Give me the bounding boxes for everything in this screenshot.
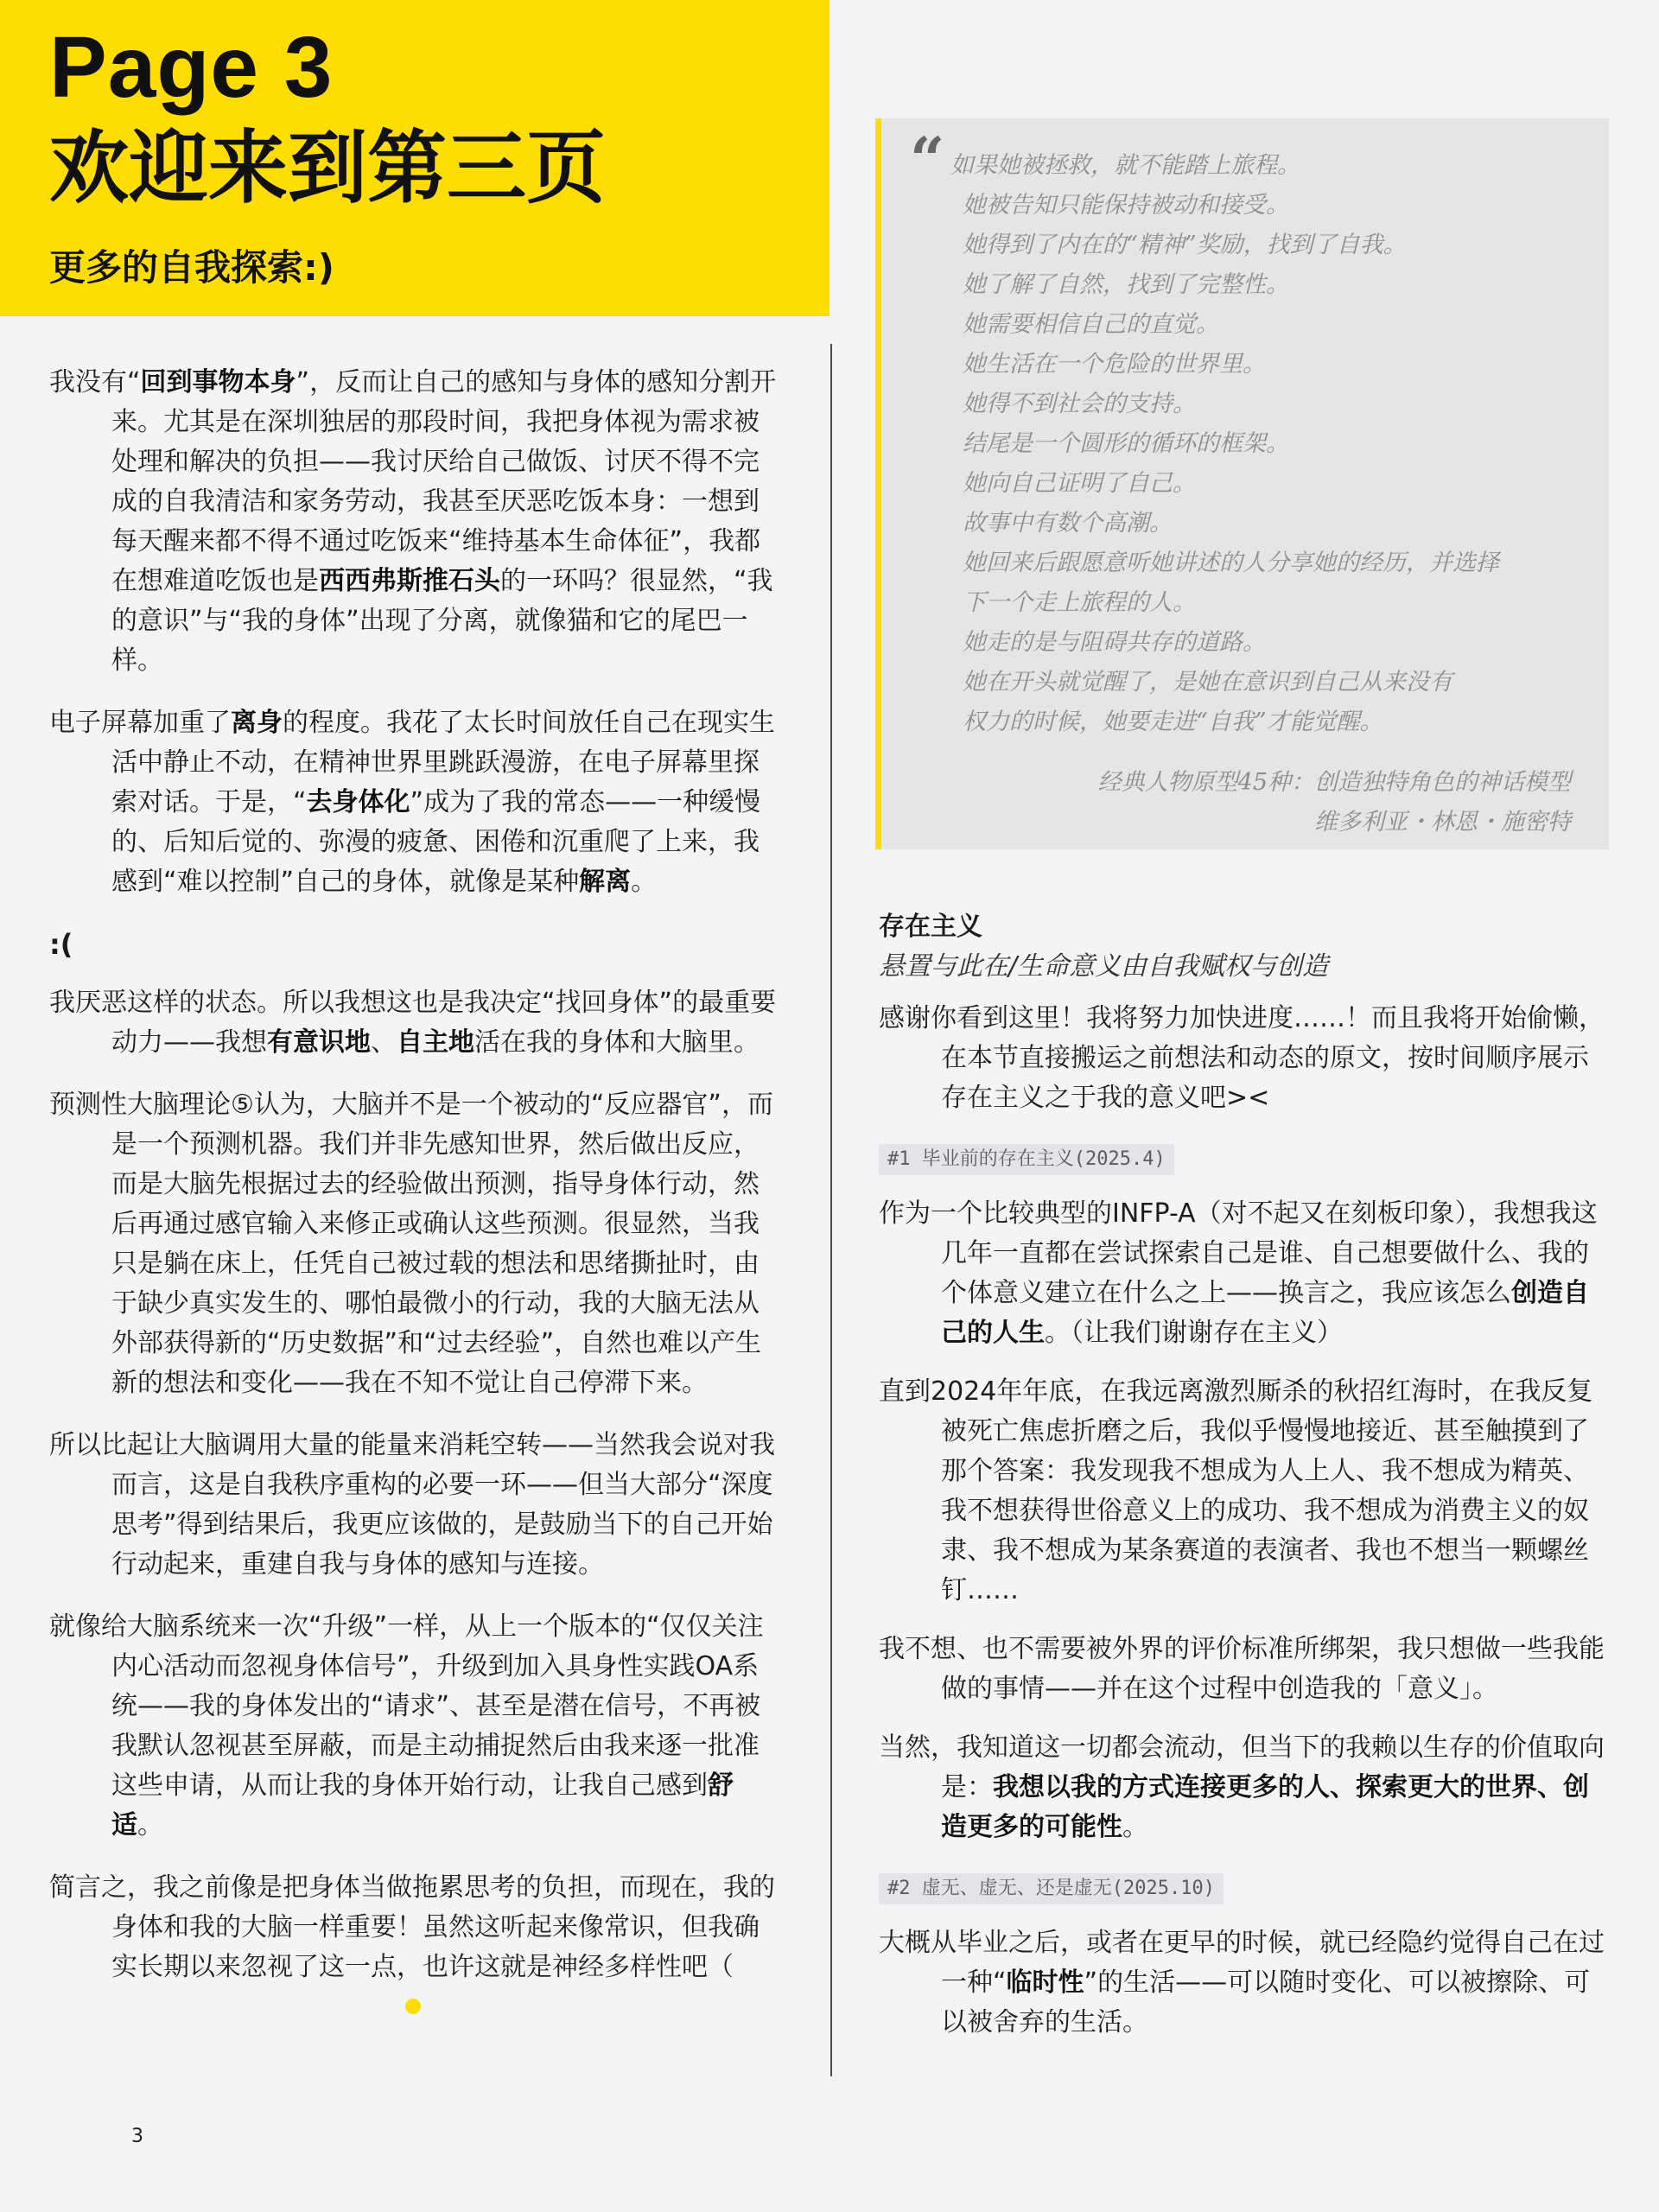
bold-text: 去身体化 <box>306 787 410 817</box>
bold-text: 创造自己的人生 <box>941 1278 1589 1348</box>
quote-line: 她回来后跟愿意听她讲述的人分享她的经历，并选择 <box>963 550 1499 576</box>
quote-line: 如果她被拯救，就不能踏上旅程。 <box>950 152 1300 179</box>
quote-line: 权力的时候，她要走进“自我”才能觉醒。 <box>963 709 1383 735</box>
quote-line: 故事中有数个高潮。 <box>963 510 1173 537</box>
bold-text: 舒适 <box>111 1770 734 1840</box>
right-column <box>879 907 1609 2062</box>
quote-line: 她被告知只能保持被动和接受。 <box>963 192 1289 219</box>
paragraph: 大概从毕业之后，或者在更早的时候，就已经隐约觉得自己在过一种“临时性”的生活——可以随时变化、可以被擦除、可以被舍弃的生活。 <box>879 1928 1605 2037</box>
page-title: 欢迎来到第三页 <box>49 122 607 214</box>
left-column <box>49 363 779 2010</box>
bold-text: 临时性 <box>1006 1967 1084 1998</box>
paragraph: 电子屏幕加重了离身的程度。我花了太长时间放任自己在现实生活中静止不动，在精神世界里跳跃漫游，在电子屏幕里探索对话。于是，“去身体化”成为了我的常态——一种缓慢的、后知后觉的、弥漫的疲惫、困倦和沉重爬了上来，我感到“难以控制”自己的身体，就像是某种解离。 <box>49 708 775 897</box>
quote-line: 她了解了自然，找到了完整性。 <box>963 271 1289 298</box>
page-number: 3 <box>131 2126 143 2147</box>
bold-text: 西西弗斯推石头 <box>319 566 500 596</box>
quote-line: 她向自己证明了自己。 <box>963 470 1196 497</box>
page-subtitle: 更多的自我探索:) <box>49 246 334 289</box>
entry-tag: #2 虚无、虚无、还是虚无(2025.10) <box>879 1873 1224 1904</box>
paragraph: 预测性大脑理论⑤认为，大脑并不是一个被动的“反应器官”，而是一个预测机器。我们并非先感知世界，然后做出反应，而是大脑先根据过去的经验做出预测，指导身体行动，然后再通过感官输入来修正或确认这些预测。很显然，当我只是躺在床上，任凭自己被过载的想法和思绪撕扯时，由于缺少真实发生的、哪怕最微小的行动，我的大脑无法从外部获得新的“历史数据”和“过去经验”，自然也难以产生新的想法和变化——我在不知不觉让自己停滞下来。 <box>49 1090 773 1398</box>
paragraph: 简言之，我之前像是把身体当做拖累思考的负担，而现在，我的身体和我的大脑一样重要！虽然这听起来像常识，但我确实长期以来忽视了这一点，也许这就是神经多样性吧（ <box>49 1872 775 1982</box>
quote-source <box>1098 763 1571 842</box>
section-title: 存在主义 <box>879 912 982 942</box>
quote-mark-icon: “ <box>910 124 945 195</box>
bold-text: 离身 <box>231 708 283 738</box>
page-label: Page 3 <box>49 19 334 116</box>
paragraph: 所以比起让大脑调用大量的能量来消耗空转——当然我会说对我而言，这是自我秩序重构的必要一环——但当大部分“深度思考”得到结果后，我更应该做的，是鼓励当下的自己开始行动起来，重建自我与身体的感知与连接。 <box>49 1430 775 1580</box>
bold-text: 回到事物本身 <box>140 367 296 397</box>
paragraph: 就像给大脑系统来一次“升级”一样，从上一个版本的“仅仅关注内心活动而忽视身体信号”，升级到加入具身性实践OA系统——我的身体发出的“请求”、甚至是潜在信号，不再被我默认忽视甚至屏蔽，而是主动捕捉然后由我来逐一批准这些申请，从而让我的身体开始行动，让我自己感到舒适。 <box>49 1611 764 1840</box>
quote-line: 她得不到社会的支持。 <box>963 391 1196 417</box>
paragraph: 我不想、也不需要被外界的评价标准所绑架，我只想做一些我能做的事情——并在这个过程中创造我的「意义」。 <box>879 1634 1605 1704</box>
paragraph: 我厌恶这样的状态。所以我想这也是我决定“找回身体”的最重要动力——我想有意识地、自主地活在我的身体和大脑里。 <box>49 988 777 1058</box>
decorative-dot <box>405 1999 421 2014</box>
header-banner <box>0 0 830 316</box>
quote-lines <box>950 146 1574 742</box>
blockquote <box>875 118 1609 849</box>
quote-line: 她走的是与阻碍共存的道路。 <box>963 629 1266 656</box>
quote-line: 她生活在一个危险的世界里。 <box>963 351 1266 378</box>
paragraph: 感谢你看到这里！我将努力加快进度……！而且我将开始偷懒，在本节直接搬运之前想法和动态的原文，按时间顺序展示存在主义之于我的意义吧>< <box>879 1003 1605 1113</box>
sad-face-text: :( <box>49 928 73 961</box>
section-subtitle: 悬置与此在/生命意义由自我赋权与创造 <box>879 951 1329 982</box>
quote-line: 结尾是一个圆形的循环的框架。 <box>963 430 1289 457</box>
quote-line: 她在开头就觉醒了，是她在意识到自己从来没有 <box>963 669 1452 696</box>
quote-source-author: 维多利亚・林恩・施密特 <box>1314 809 1571 836</box>
bold-text: 有意识地 <box>267 1027 371 1058</box>
bold-text: 自主地 <box>397 1027 474 1058</box>
paragraph: 直到2024年年底，在我远离激烈厮杀的秋招红海时，在我反复被死亡焦虑折磨之后，我似乎慢慢地接近、甚至触摸到了那个答案：我发现我不想成为人上人、我不想成为精英、我不想获得世俗意义上的成功、我不想成为消费主义的奴隶、我不想成为某条赛道的表演者、我也不想当一颗螺丝钉…… <box>879 1376 1593 1605</box>
paragraph: 我没有“回到事物本身”，反而让自己的感知与身体的感知分割开来。尤其是在深圳独居的那段时间，我把身体视为需求被处理和解决的负担——我讨厌给自己做饭、讨厌不得不完成的自我清洁和家务劳动，我甚至厌恶吃饭本身：一想到每天醒来都不得不通过吃饭来“维持基本生命体征”，我都在想难道吃饭也是西西弗斯推石头的一环吗？很显然，“我的意识”与“我的身体”出现了分离，就像猫和它的尾巴一样。 <box>49 367 777 676</box>
bold-text: 解离 <box>579 867 632 897</box>
paragraph: 作为一个比较典型的INFP-A（对不起又在刻板印象），我想我这几年一直都在尝试探索自己是谁、自己想要做什么、我的个体意义建立在什么之上——换言之，我应该怎么创造自己的人生。（让我们谢谢存在主义） <box>879 1198 1598 1348</box>
quote-source-title: 经典人物原型45种：创造独特角色的神话模型 <box>1097 769 1571 796</box>
paragraph: 当然，我知道这一切都会流动，但当下的我赖以生存的价值取向是：我想以我的方式连接更多的人、探索更大的世界、创造更多的可能性。 <box>879 1732 1605 1842</box>
quote-line: 她得到了内在的“精神”奖励，找到了自我。 <box>963 232 1407 258</box>
bold-text: 我想以我的方式连接更多的人、探索更大的世界、创造更多的可能性 <box>941 1772 1589 1842</box>
column-divider <box>830 344 832 2076</box>
entry-tag: #1 毕业前的存在主义(2025.4) <box>879 1144 1174 1175</box>
quote-line: 下一个走上旅程的人。 <box>963 589 1196 616</box>
quote-line: 她需要相信自己的直觉。 <box>963 311 1219 338</box>
